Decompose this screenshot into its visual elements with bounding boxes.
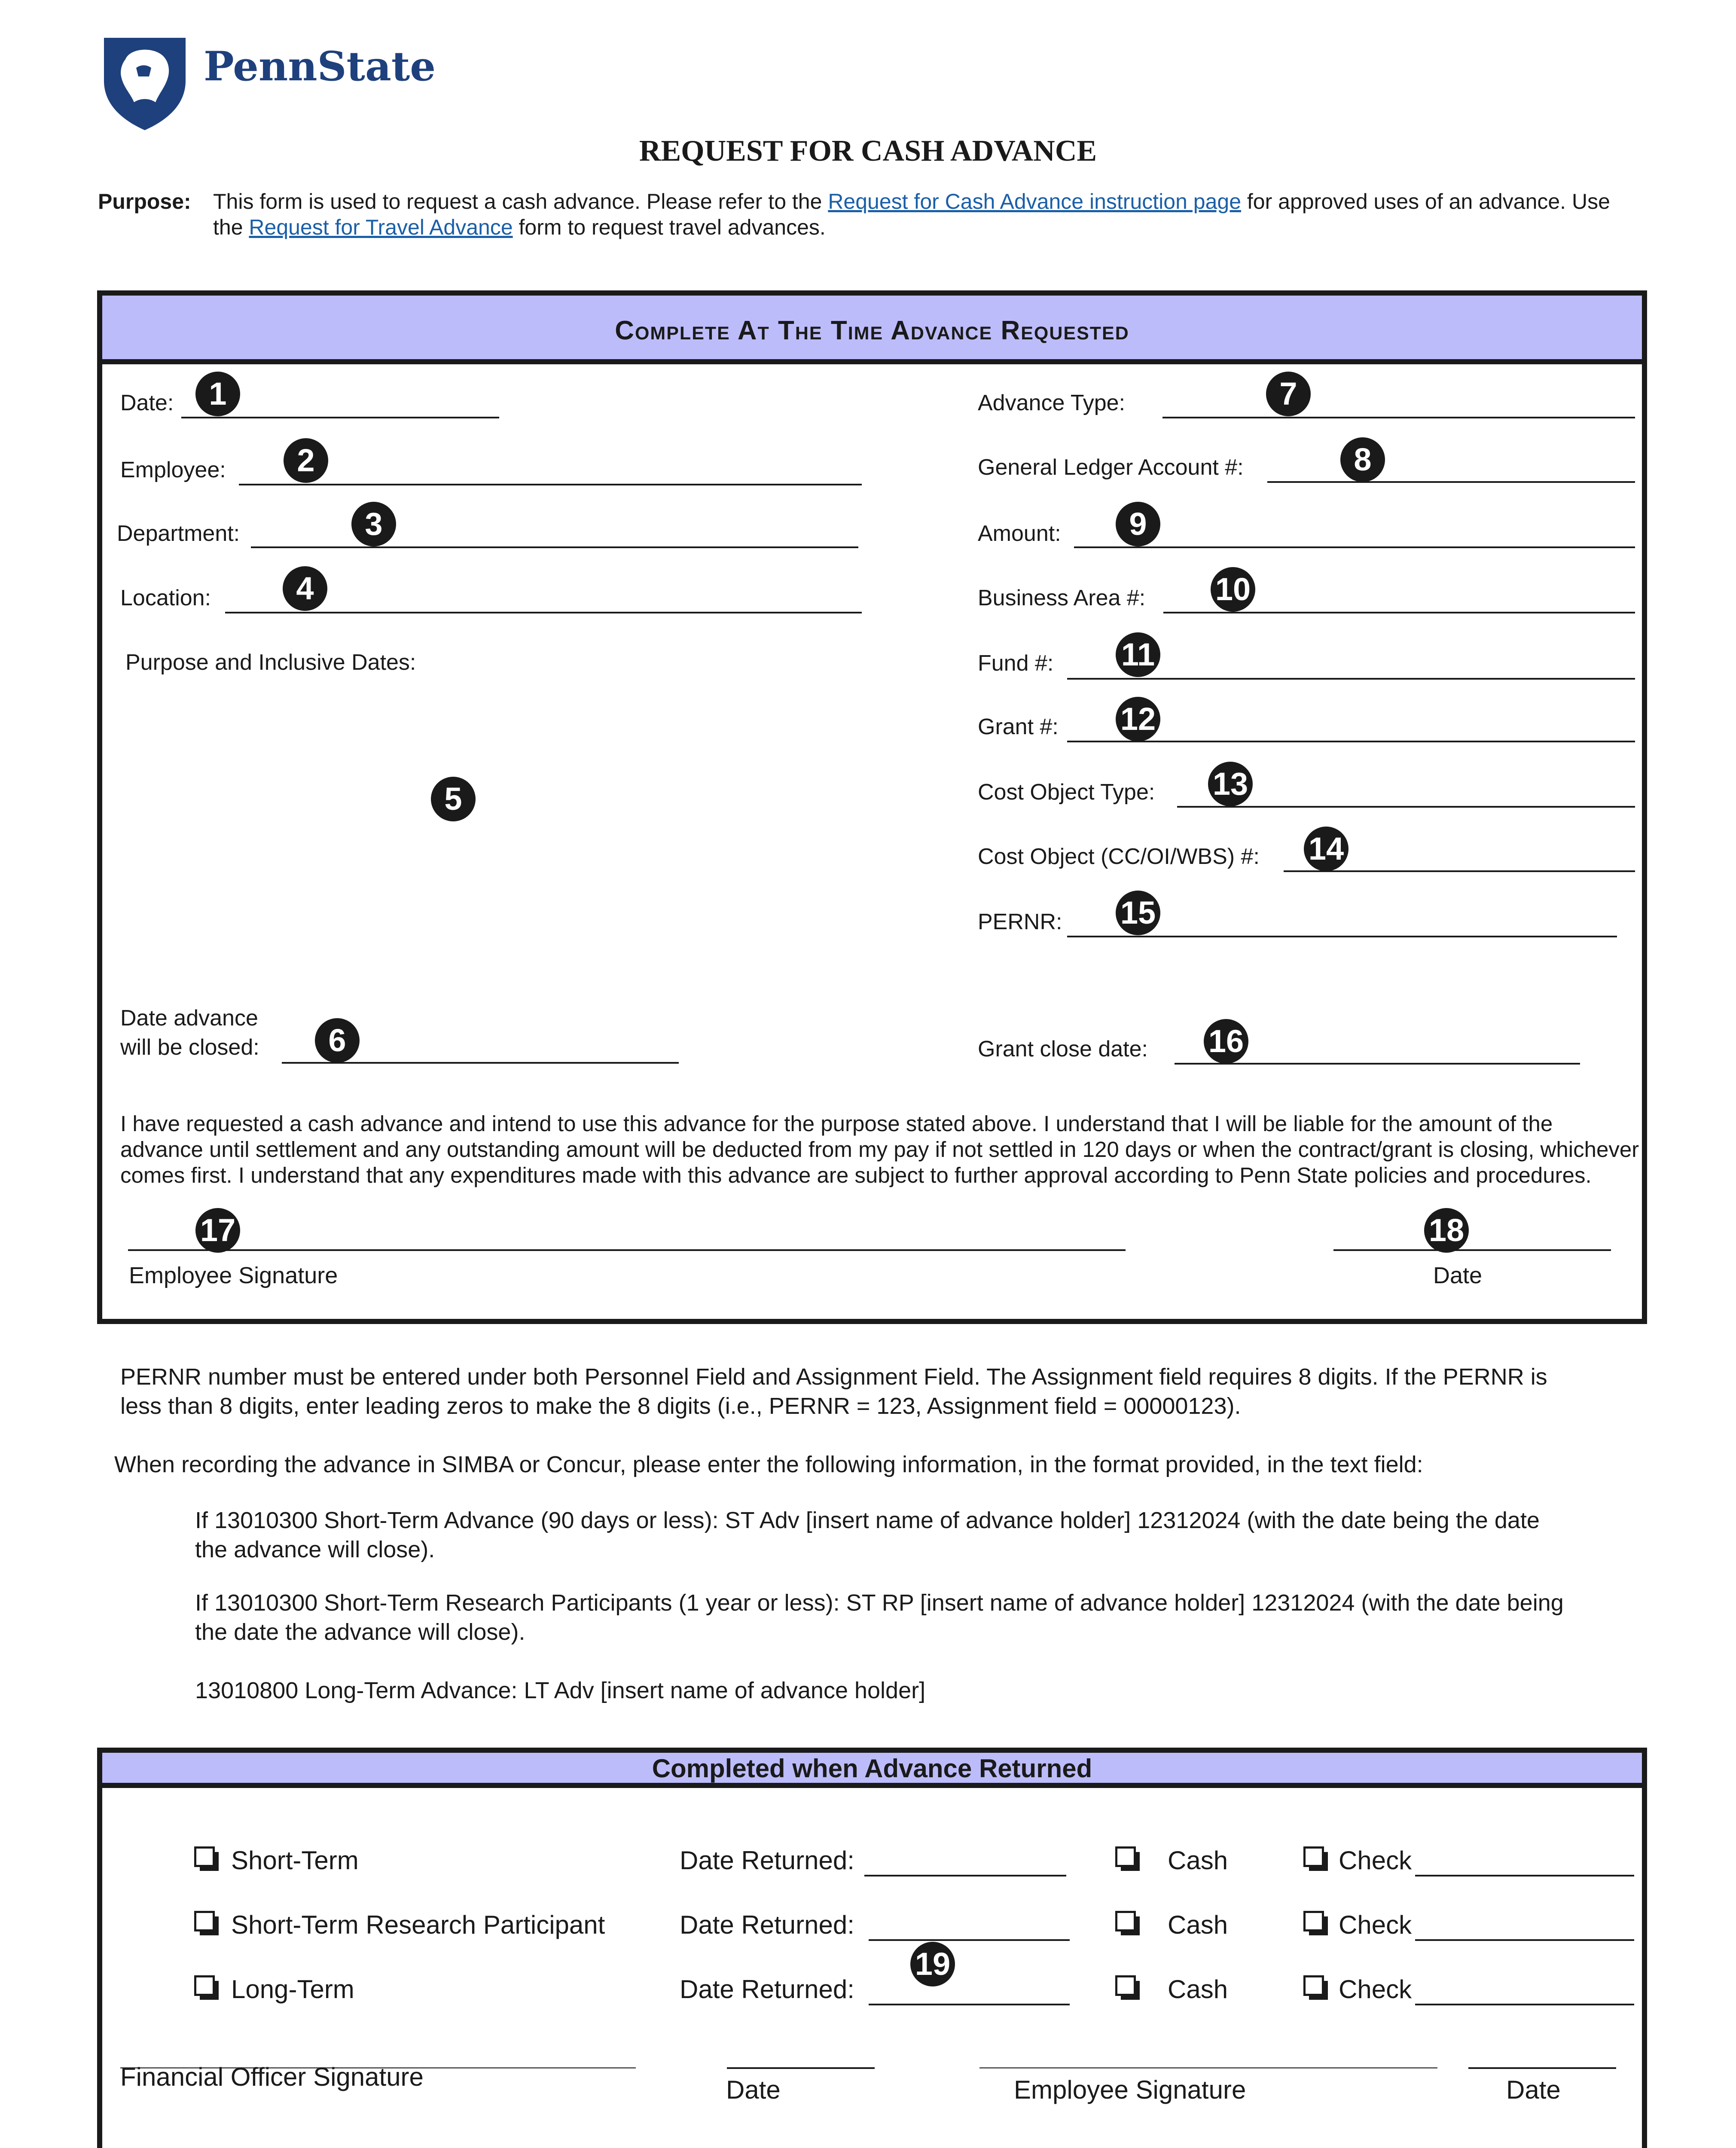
advance-type-label: Advance Type: [978, 391, 1126, 415]
marker-7: 7 [1266, 372, 1311, 416]
location-label: Location: [120, 586, 211, 610]
purpose-line-2: the Request for Travel Advance form to request travel advances. [213, 215, 826, 239]
check-checkbox-3[interactable] [1303, 1975, 1324, 1996]
marker-10: 10 [1211, 567, 1255, 612]
pernr-note-line-2: less than 8 digits, enter leading zeros to make the 8 digits (i.e., PERNR = 123, Assignment field = 00000123). [120, 1393, 1241, 1419]
advance-request-header: Complete At The Time Advance Requested [615, 316, 1129, 345]
date-line-2[interactable] [1468, 2067, 1616, 2069]
short-term-research-label: Short-Term Research Participant [231, 1910, 605, 1939]
gl-account-label: General Ledger Account #: [978, 455, 1244, 480]
employee-label: Employee: [120, 458, 226, 482]
check-number-field-1[interactable] [1415, 1875, 1634, 1876]
date-returned-label-3: Date Returned: [680, 1975, 854, 2004]
st-adv-note-line-2: the advance will close). [195, 1537, 435, 1562]
short-term-research-checkbox[interactable] [194, 1911, 215, 1931]
financial-officer-signature-label: Financial Officer Signature [120, 2063, 424, 2091]
check-label-3: Check [1339, 1975, 1412, 2004]
marker-6: 6 [315, 1018, 360, 1063]
grant-close-field[interactable] [1175, 1063, 1580, 1065]
pernr-note-line-1: PERNR number must be entered under both Personnel Field and Assignment Field. The Assignment field requires 8 digits. If the PERNR is [120, 1364, 1547, 1390]
marker-1: 1 [195, 372, 240, 416]
purpose-dates-label: Purpose and Inclusive Dates: [125, 650, 416, 675]
statement-line-1: I have requested a cash advance and intend to use this advance for the purpose stated above. I understand that I will be liable for the amount of the [120, 1111, 1553, 1136]
department-label: Department: [117, 521, 240, 546]
advance-type-field[interactable] [1162, 417, 1635, 418]
business-area-label: Business Area #: [978, 586, 1146, 610]
long-term-label: Long-Term [231, 1975, 354, 2004]
business-area-field[interactable] [1163, 612, 1635, 613]
short-term-checkbox[interactable] [194, 1846, 215, 1867]
date-line-1[interactable] [727, 2067, 875, 2069]
marker-11: 11 [1116, 632, 1160, 677]
cost-object-field[interactable] [1284, 870, 1635, 872]
pennstate-wordmark: PennState [204, 43, 436, 90]
check-checkbox-1[interactable] [1303, 1846, 1324, 1867]
department-field[interactable] [251, 546, 858, 548]
marker-18: 18 [1424, 1208, 1469, 1253]
grant-label: Grant #: [978, 714, 1059, 739]
marker-3: 3 [351, 502, 396, 546]
marker-19: 19 [910, 1942, 955, 1986]
check-checkbox-2[interactable] [1303, 1911, 1324, 1931]
fund-field[interactable] [1067, 678, 1635, 680]
date-field[interactable] [181, 417, 499, 418]
st-adv-note-line-1: If 13010300 Short-Term Advance (90 days or less): ST Adv [insert name of advance holder] 12312024 (with the date being the date [195, 1507, 1540, 1533]
date-closed-label-2: will be closed: [120, 1035, 259, 1060]
marker-5: 5 [431, 777, 476, 821]
date-signature-label: Date [1433, 1263, 1483, 1288]
marker-12: 12 [1116, 697, 1160, 741]
employee-signature-line-2[interactable] [979, 2067, 1437, 2069]
lt-adv-note: 13010800 Long-Term Advance: LT Adv [insert name of advance holder] [195, 1678, 926, 1703]
amount-field[interactable] [1074, 546, 1635, 548]
purpose-label: Purpose: [98, 189, 191, 214]
pernr-label: PERNR: [978, 909, 1062, 934]
date-returned-field-3[interactable] [869, 2004, 1070, 2005]
cash-checkbox-3[interactable] [1115, 1975, 1136, 1996]
check-label-1: Check [1339, 1846, 1412, 1875]
cash-label-3: Cash [1168, 1975, 1228, 2004]
marker-17: 17 [195, 1208, 240, 1253]
date-label: Date: [120, 391, 174, 415]
date-signature-line[interactable] [1333, 1249, 1611, 1251]
amount-label: Amount: [978, 521, 1061, 546]
cost-object-type-label: Cost Object Type: [978, 780, 1155, 805]
employee-signature-label-2: Employee Signature [1014, 2075, 1246, 2104]
advance-returned-header: Completed when Advance Returned [652, 1754, 1092, 1783]
employee-signature-label: Employee Signature [129, 1263, 338, 1288]
long-term-checkbox[interactable] [194, 1975, 215, 1996]
gl-account-field[interactable] [1267, 481, 1635, 483]
fund-label: Fund #: [978, 651, 1054, 676]
marker-4: 4 [283, 566, 327, 611]
purpose-dates-area[interactable] [120, 679, 851, 954]
employee-signature-line[interactable] [128, 1249, 1126, 1251]
pernr-field[interactable] [1067, 936, 1617, 937]
date-returned-label-2: Date Returned: [680, 1910, 854, 1939]
date-label-2: Date [1506, 2075, 1561, 2104]
date-returned-field-2[interactable] [869, 1939, 1070, 1941]
check-number-field-3[interactable] [1415, 2004, 1634, 2005]
st-rp-note-line-2: the date the advance will close). [195, 1619, 525, 1645]
advance-request-header-band [102, 296, 1642, 364]
check-number-field-2[interactable] [1415, 1939, 1634, 1941]
date-closed-label-1: Date advance [120, 1006, 258, 1031]
form-title: REQUEST FOR CASH ADVANCE [639, 134, 1097, 168]
location-field[interactable] [225, 612, 862, 613]
pennstate-logo [100, 34, 435, 132]
cost-object-label: Cost Object (CC/OI/WBS) #: [978, 844, 1260, 869]
date-returned-label-1: Date Returned: [680, 1846, 854, 1875]
date-returned-field-1[interactable] [864, 1875, 1066, 1876]
check-label-2: Check [1339, 1910, 1412, 1939]
recording-note: When recording the advance in SIMBA or Concur, please enter the following information, in the format provided, in the text field: [114, 1452, 1423, 1477]
employee-field[interactable] [239, 484, 862, 485]
marker-2: 2 [284, 438, 328, 483]
short-term-label: Short-Term [231, 1846, 359, 1875]
travel-advance-link[interactable]: Request for Travel Advance [249, 215, 513, 239]
marker-16: 16 [1204, 1019, 1248, 1064]
statement-line-3: comes first. I understand that any expenditures made with this advance are subject to further approval according to Penn State policies and procedures. [120, 1163, 1592, 1187]
marker-14: 14 [1304, 827, 1349, 871]
grant-close-label: Grant close date: [978, 1037, 1148, 1062]
marker-15: 15 [1116, 891, 1160, 935]
cash-checkbox-2[interactable] [1115, 1911, 1136, 1931]
cost-object-type-field[interactable] [1177, 806, 1635, 808]
cash-label-1: Cash [1168, 1846, 1228, 1875]
date-label-1: Date [726, 2075, 781, 2104]
purpose-line-1: This form is used to request a cash advance. Please refer to the Request for Cash Advance instruction page for approved uses of an advance. Use [213, 189, 1610, 214]
marker-8: 8 [1340, 437, 1385, 482]
st-rp-note-line-1: If 13010300 Short-Term Research Participants (1 year or less): ST RP [insert name of advance holder] 12312024 (with the date being [195, 1590, 1564, 1616]
marker-13: 13 [1208, 762, 1253, 806]
cash-label-2: Cash [1168, 1910, 1228, 1939]
cash-checkbox-1[interactable] [1115, 1846, 1136, 1867]
advance-returned-header-band [102, 1753, 1642, 1788]
cash-advance-instruction-link[interactable]: Request for Cash Advance instruction page [828, 189, 1242, 214]
nittany-lion-shield-icon [100, 34, 190, 132]
grant-field[interactable] [1067, 741, 1635, 742]
statement-line-2: advance until settlement and any outstanding amount will be deducted from my pay if not settled in 120 days or when the contract/grant is closing, whichever [120, 1137, 1639, 1162]
marker-9: 9 [1116, 502, 1160, 546]
